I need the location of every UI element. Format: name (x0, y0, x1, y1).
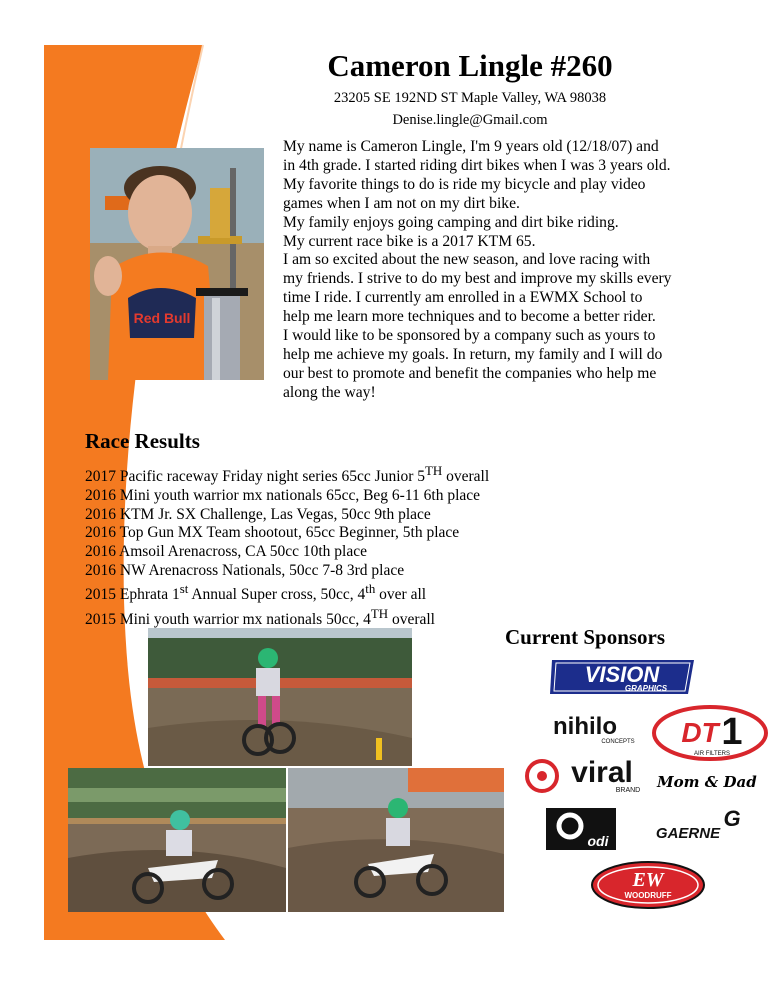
svg-text:1: 1 (721, 711, 743, 753)
page-title: Cameron Lingle #260 (327, 48, 613, 83)
svg-text:GAERNE: GAERNE (655, 825, 721, 842)
bio-line: My current race bike is a 2017 KTM 65. (283, 232, 536, 250)
svg-text:nihilo: nihilo (553, 713, 617, 740)
rider-portrait-photo (90, 148, 264, 380)
bio-line: my friends. I strive to do my best and improve my skills every (283, 270, 672, 288)
action-photo-turn-right (288, 768, 504, 912)
race-result-item: 2017 Pacific raceway Friday night series 65cc Junior 5TH overall (85, 463, 490, 486)
mom-and-dad-sponsor: Mom & Dad (657, 773, 757, 791)
ew-woodruff-logo (590, 858, 706, 910)
bio-line: My name is Cameron Lingle, I'm 9 years old (12/18/07) and (283, 138, 659, 155)
svg-text:odi: odi (587, 833, 609, 849)
bio-line: along the way! (283, 383, 376, 401)
svg-text:G: G (723, 806, 741, 831)
bio-line: I am so excited about the new season, and love racing with (283, 251, 651, 269)
bio-line: I would like to be sponsored by a company such as yours to (283, 327, 656, 345)
svg-text:GRAPHICS: GRAPHICS (624, 684, 668, 693)
svg-text:BRAND: BRAND (615, 787, 641, 794)
svg-text:viral: viral (571, 756, 633, 789)
bio-line: our best to promote and benefit the companies who help me (283, 364, 657, 382)
action-photo-jump (148, 628, 412, 766)
svg-text:CONCEPTS: CONCEPTS (601, 739, 635, 745)
race-result-item: 2015 Mini youth warrior mx nationals 50cc, 4TH overall (85, 606, 435, 629)
email-address: Denise.lingle@Gmail.com (392, 112, 548, 128)
bio-line: My family enjoys going camping and dirt bike riding. (283, 213, 619, 231)
bio-line: time I ride. I currently am enrolled in a EWMX School to (283, 289, 643, 307)
bio-line: help me learn more techniques and to become a better rider. (283, 308, 656, 326)
odi-logo (546, 808, 616, 850)
race-result-item: 2015 Ephrata 1st Annual Super cross, 50cc, 4th over all (85, 581, 427, 604)
bio-line: My favorite things to do is ride my bicycle and play video (283, 175, 646, 193)
viral-brand-logo (524, 752, 642, 798)
svg-text:EW: EW (632, 869, 664, 891)
bio-line: help me achieve my goals. In return, my family and I will do (283, 345, 663, 363)
bio-line: in 4th grade. I started riding dirt bikes when I was 3 years old. (283, 156, 671, 174)
gaerne-logo (640, 806, 750, 842)
current-sponsors-heading: Current Sponsors (505, 625, 666, 649)
nihilo-concepts-logo (522, 712, 648, 746)
svg-text:AIR FILTERS: AIR FILTERS (694, 751, 730, 757)
race-result-item: 2016 Top Gun MX Team shootout, 65cc Beginner, 5th place (85, 524, 460, 542)
race-result-item: 2016 NW Arenacross Nationals, 50cc 7-8 3rd place (85, 561, 405, 579)
address: 23205 SE 192ND ST Maple Valley, WA 98038 (333, 90, 607, 106)
bio-paragraph (283, 138, 743, 403)
race-result-item: 2016 Amsoil Arenacross, CA 50cc 10th place (85, 542, 367, 560)
race-results-heading: Race Results (85, 429, 200, 453)
svg-text:WOODRUFF: WOODRUFF (624, 891, 672, 900)
race-results-list (85, 462, 489, 630)
vision-graphics-logo (548, 658, 696, 696)
race-result-item: 2016 Mini youth warrior mx nationals 65cc, Beg 6-11 6th place (85, 486, 481, 504)
svg-text:Red Bull: Red Bull (133, 310, 191, 326)
bio-line: games when I am not on my dirt bike. (283, 194, 520, 212)
svg-text:DT: DT (681, 717, 719, 748)
action-photo-turn-left (68, 768, 286, 912)
race-result-item: 2016 KTM Jr. SX Challenge, Las Vegas, 50cc 9th place (85, 505, 431, 523)
svg-text:VISION: VISION (584, 662, 660, 687)
dt1-air-filters-logo (652, 700, 768, 762)
